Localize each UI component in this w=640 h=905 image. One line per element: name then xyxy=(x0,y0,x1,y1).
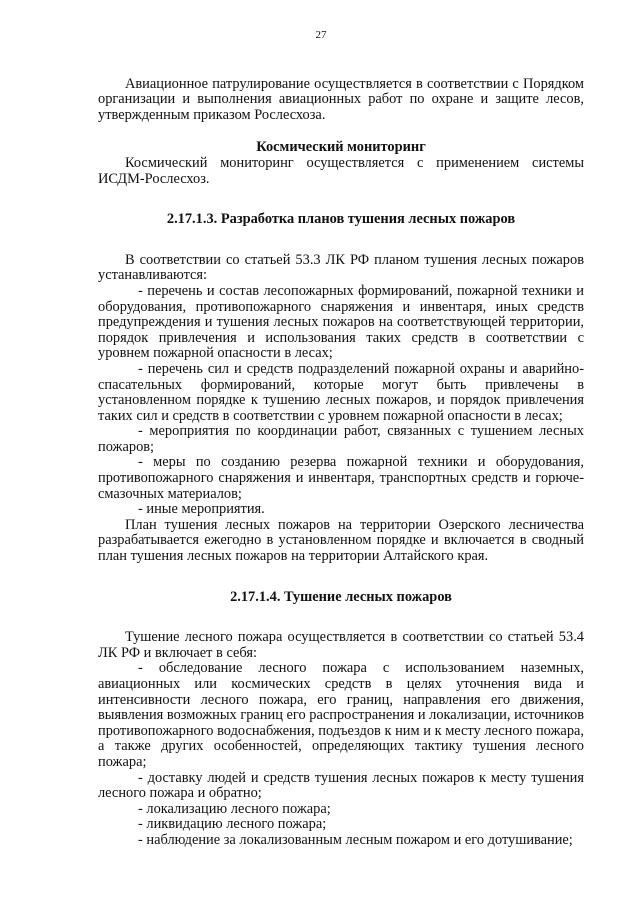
paragraph-plan-intro: В соответствии со статьей 53.3 ЛК РФ планом тушения лесных пожаров устанавливаются: xyxy=(98,251,584,284)
heading-2-17-1-3: 2.17.1.3. Разработка планов тушения лесных пожаров xyxy=(166,211,516,228)
list-item: - обследование лесного пожара с использованием наземных, авиационных или космических средств в целях уточнения вида и интенсивности лесного пожара, его границ, направления его движения, выявления возможных границ его распространения и локализации, источников противопожарного водоснабжения, подъездов к ним и к месту лесного пожара, а также других особенностей, определяющих тактику тушения лесного пожара; xyxy=(98,660,584,770)
list-item: - перечень сил и средств подразделений пожарной охраны и аварийно-спасательных формирований, которые могут быть привлечены в установленном порядке к тушению лесных пожаров, и порядок привлечения таких сил и средств в соответствии с уровнем пожарной опасности в лесах; xyxy=(98,360,584,424)
paragraph-extinguishing-intro: Тушение лесного пожара осуществляется в соответствии со статьей 53.4 ЛК РФ и включает в себя: xyxy=(98,629,584,661)
list-item: - иные мероприятия. xyxy=(138,501,265,518)
list-item: - доставку людей и средств тушения лесных пожаров к месту тушения лесного пожара и обратно; xyxy=(98,769,584,802)
paragraph-space-monitoring: Космический мониторинг осуществляется с применением системы ИСДМ-Рослесхоз. xyxy=(98,154,584,187)
list-item: - наблюдение за локализованным лесным пожаром и его дотушивание; xyxy=(138,831,573,848)
list-item: - меры по созданию резерва пожарной техники и оборудования, противопожарного снаряжения и инвентаря, транспортных средств и горюче-смазочных материалов; xyxy=(98,454,584,502)
list-item: - ликвидацию лесного пожара; xyxy=(138,816,327,833)
paragraph-plan-ozersky: План тушения лесных пожаров на территории Озерского лесничества разрабатывается ежегодно в установленном порядке и включается в сводный план тушения лесных пожаров на территории Алтайского края. xyxy=(98,516,584,565)
list-item: - перечень и состав лесопожарных формирований, пожарной техники и оборудования, противопожарного снаряжения и инвентаря, иных средств предупреждения и тушения лесных пожаров на соответствующей территории, порядок привлечения и использования таких средств в соответствии с уровнем пожарной опасности в лесах; xyxy=(98,282,584,362)
list-item: - локализацию лесного пожара; xyxy=(138,800,331,817)
list-item: - мероприятия по координации работ, связанных с тушением лесных пожаров; xyxy=(98,423,584,455)
heading-2-17-1-4: 2.17.1.4. Тушение лесных пожаров xyxy=(230,588,452,605)
page-number: 27 xyxy=(315,29,327,41)
paragraph-aviation-patrol: Авиационное патрулирование осуществляется в соответствии с Порядком организации и выполнения авиационных работ по охране и защите лесов, утвержденным приказом Рослесхоза. xyxy=(98,75,584,123)
heading-space-monitoring: Космический мониторинг xyxy=(256,139,426,156)
